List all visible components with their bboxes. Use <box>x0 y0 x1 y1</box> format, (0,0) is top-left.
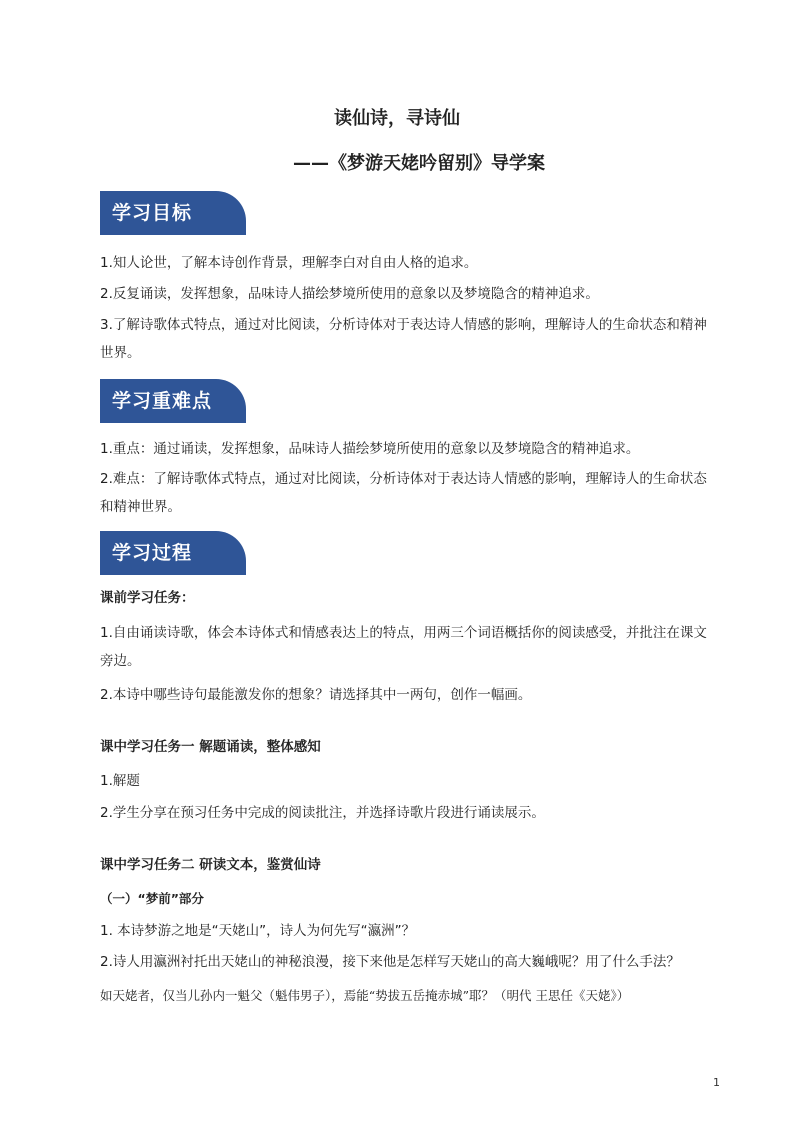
goal-item: 3.了解诗歌体式特点，通过对比阅读，分析诗体对于表达诗人情感的影响，理解诗人的生命状态和精神世界。 <box>100 317 707 361</box>
task1-item: 1.解题 <box>100 773 140 789</box>
task2-subheading: （一）“梦前”部分 <box>100 891 204 906</box>
goal-item: 1.知人论世，了解本诗创作背景，理解李白对自由人格的追求。 <box>100 255 478 271</box>
pre-class-item: 2.本诗中哪些诗句最能激发你的想象？请选择其中一两句，创作一幅画。 <box>100 687 532 703</box>
classical-quote: 如天姥者，仅当儿孙内一魁父（魁伟男子），焉能“势拔五岳掩赤城”耶？（明代 王思任《天姥》） <box>100 988 630 1003</box>
key-point-item: 2.难点：了解诗歌体式特点，通过对比阅读，分析诗体对于表达诗人情感的影响，理解诗人的生命状态和精神世界。 <box>100 471 707 515</box>
goal-item: 2.反复诵读，发挥想象，品味诗人描绘梦境所使用的意象以及梦境隐含的精神追求。 <box>100 286 599 302</box>
pre-class-heading: 课前学习任务： <box>100 590 195 606</box>
task2-item: 1. 本诗梦游之地是“天姥山”，诗人为何先写“瀛洲”？ <box>100 923 416 939</box>
key-point-item: 1.重点：通过诵读，发挥想象，品味诗人描绘梦境所使用的意象以及梦境隐含的精神追求。 <box>100 441 640 457</box>
task1-heading: 课中学习任务一 解题诵读，整体感知 <box>100 739 321 755</box>
task2-item: 2.诗人用瀛洲衬托出天姥山的神秘浪漫，接下来他是怎样写天姥山的高大巍峨呢？用了什么手法？ <box>100 954 680 970</box>
task1-item: 2.学生分享在预习任务中完成的阅读批注，并选择诗歌片段进行诵读展示。 <box>100 805 545 821</box>
section-banner-learning-goals: 学习目标 <box>100 191 246 235</box>
page-number: 1 <box>713 1076 720 1089</box>
task2-heading: 课中学习任务二 研读文本，鉴赏仙诗 <box>100 857 321 873</box>
page-subtitle: ——《梦游天姥吟留别》导学案 <box>293 153 545 174</box>
page-title: 读仙诗，寻诗仙 <box>334 108 460 129</box>
section-banner-key-points: 学习重难点 <box>100 379 246 423</box>
pre-class-item: 1.自由诵读诗歌，体会本诗体式和情感表达上的特点，用两三个词语概括你的阅读感受，并批注在课文旁边。 <box>100 625 707 669</box>
section-banner-learning-process: 学习过程 <box>100 531 246 575</box>
